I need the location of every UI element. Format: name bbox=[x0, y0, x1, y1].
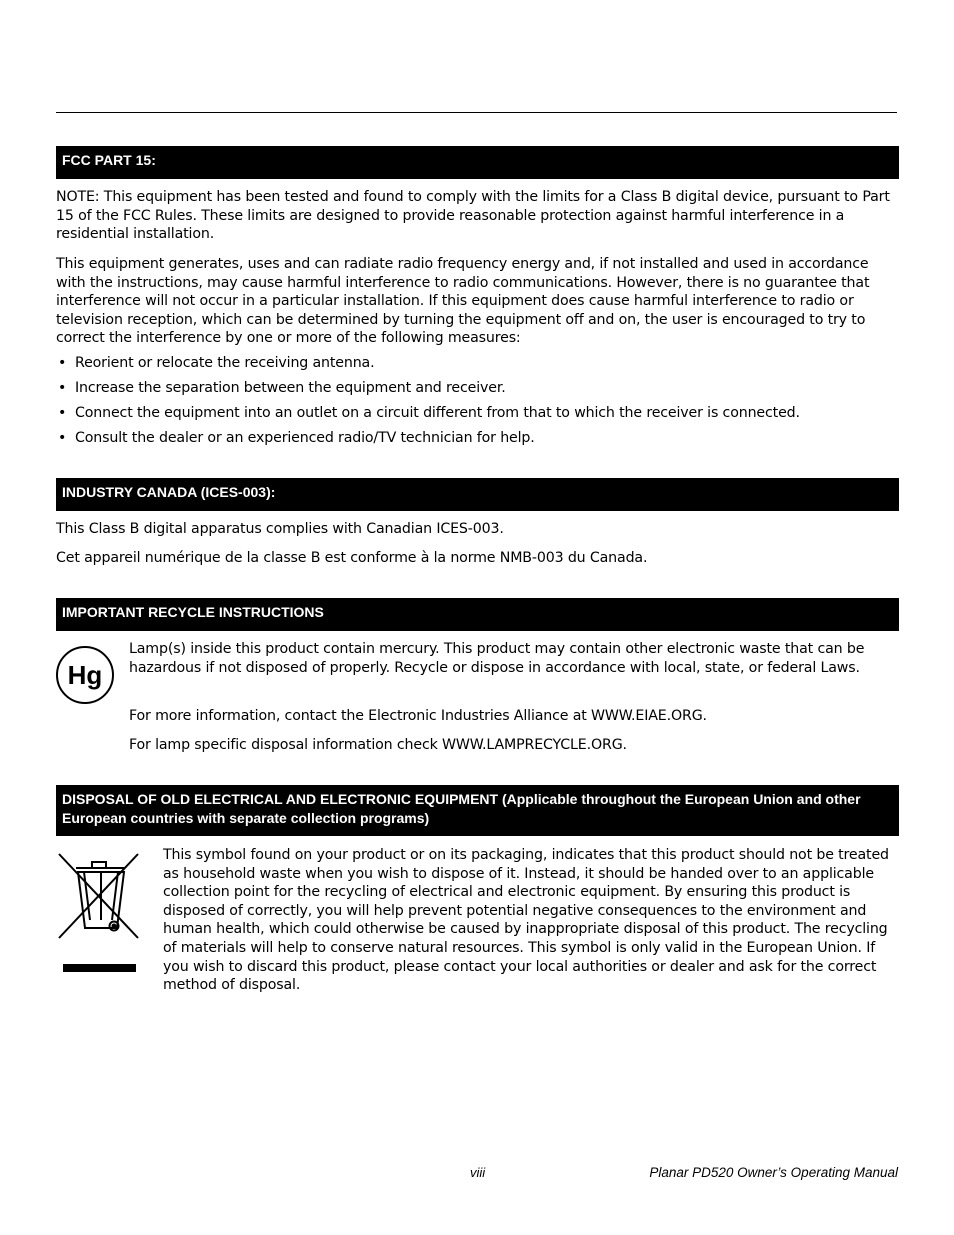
list-item: • Reorient or relocate the receiving antenna. bbox=[58, 355, 375, 371]
list-item: • Consult the dealer or an experienced radio/TV technician for help. bbox=[58, 429, 535, 446]
recycle-lamp-paragraph: For lamp specific disposal information check WWW.LAMPRECYCLE.ORG. bbox=[129, 737, 627, 753]
disposal-paragraph: This symbol found on your product or on its packaging, indicates that this product should not be treated as household waste when you wish to dispose of it. Instead, it should be handed over to an applicable collection point for the recycling of electrical and electronic equipment. By ensuring this product is disposed of correctly, you will help prevent potential negative consequences to the environment and human health, which could otherwise be caused by inappropriate disposal of this product. The recycling of materials will help to conserve natural resources. This symbol is only valid in the European Union. If you wish to discard this product, please contact your local authorities or dealer and ask for the correct method of disposal. bbox=[163, 847, 889, 994]
canada-heading: INDUSTRY CANADA (ICES-003): bbox=[56, 478, 899, 511]
fcc-note-paragraph: NOTE: This equipment has been tested and found to comply with the limits for a Class B digital device, pursuant to Part 15 of the FCC Rules. These limits are designed to provide reasonable protection against harmful interference in a residential installation. bbox=[56, 189, 890, 243]
fcc-heading: FCC PART 15: bbox=[56, 146, 899, 179]
crossed-out-wheelie-bin-icon bbox=[56, 850, 140, 976]
fcc-measures-list bbox=[56, 354, 898, 454]
canada-french-paragraph: Cet appareil numérique de la classe B est conforme à la norme NMB-003 du Canada. bbox=[56, 550, 648, 566]
manual-title: Planar PD520 Owner’s Operating Manual bbox=[649, 1165, 898, 1180]
recycle-eia-paragraph: For more information, contact the Electronic Industries Alliance at WWW.EIAE.ORG. bbox=[129, 708, 707, 724]
page-number: viii bbox=[470, 1165, 486, 1180]
list-item: • Increase the separation between the equipment and receiver. bbox=[58, 379, 506, 396]
recycle-mercury-paragraph: Lamp(s) inside this product contain mercury. This product may contain other electronic waste that can be hazardous if not disposed of properly. Recycle or dispose in accordance with local, state, or federal Laws. bbox=[129, 641, 865, 676]
disposal-heading: DISPOSAL OF OLD ELECTRICAL AND ELECTRONIC EQUIPMENT (Applicable throughout the European Union and other European countries with separate collection programs) bbox=[56, 785, 899, 836]
mercury-hg-icon: Hg bbox=[56, 646, 114, 704]
top-rule bbox=[56, 112, 897, 113]
canada-english-paragraph: This Class B digital apparatus complies with Canadian ICES-003. bbox=[56, 521, 504, 537]
list-item: • Connect the equipment into an outlet on a circuit different from that to which the receiver is connected. bbox=[58, 404, 800, 421]
recycle-heading: IMPORTANT RECYCLE INSTRUCTIONS bbox=[56, 598, 899, 631]
fcc-interference-paragraph: This equipment generates, uses and can radiate radio frequency energy and, if not installed and used in accordance with the instructions, may cause harmful interference to radio communications. However, there is no guarantee that interference will not occur in a particular installation. If this equipment does cause harmful interference to radio or television reception, which can be determined by turning the equipment off and on, the user is encouraged to try to correct the interference by one or more of the following measures: bbox=[56, 256, 870, 347]
